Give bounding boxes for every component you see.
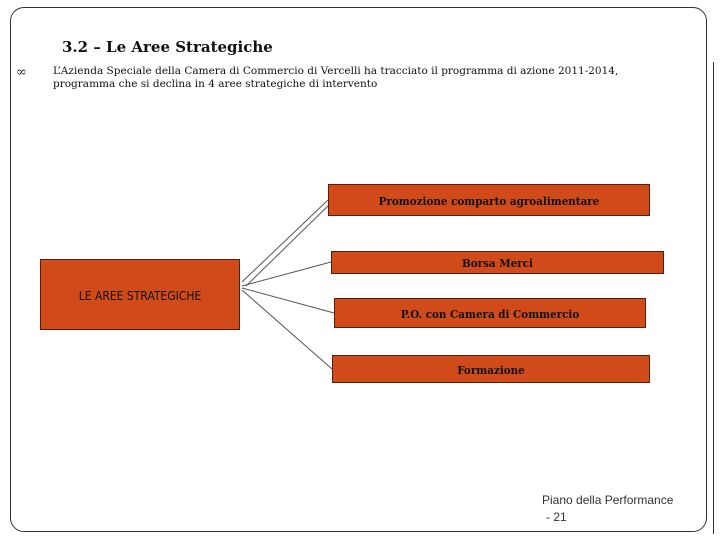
branch-box-2: Borsa Merci [331,251,664,274]
connector-to-branch-4 [242,290,332,369]
branch-box-1: Promozione comparto agroalimentare [328,184,650,216]
slide-title: 3.2 – Le Aree Strategiche [62,38,273,56]
connector-to-branch-1 [242,200,328,282]
branch-box-3: P.O. con Camera di Commercio [334,298,646,328]
intro-paragraph: L’Azienda Speciale della Camera di Commercio di Vercelli ha tracciato il programma di azione 2011-2014, programma che si declina in 4 aree strategiche di intervento [53,65,619,90]
footer-page: - 21 [546,510,567,524]
footer-page-number [542,492,673,526]
connector-to-branch-3 [242,288,334,313]
connector-to-branch-2 [242,262,331,286]
infinity-bullet-icon: ∞ [16,65,27,80]
footer-title: Piano della Performance [542,493,674,507]
branch-box-4: Formazione [332,355,650,383]
root-box-aree-strategiche: LE AREE STRATEGICHE [40,259,240,330]
